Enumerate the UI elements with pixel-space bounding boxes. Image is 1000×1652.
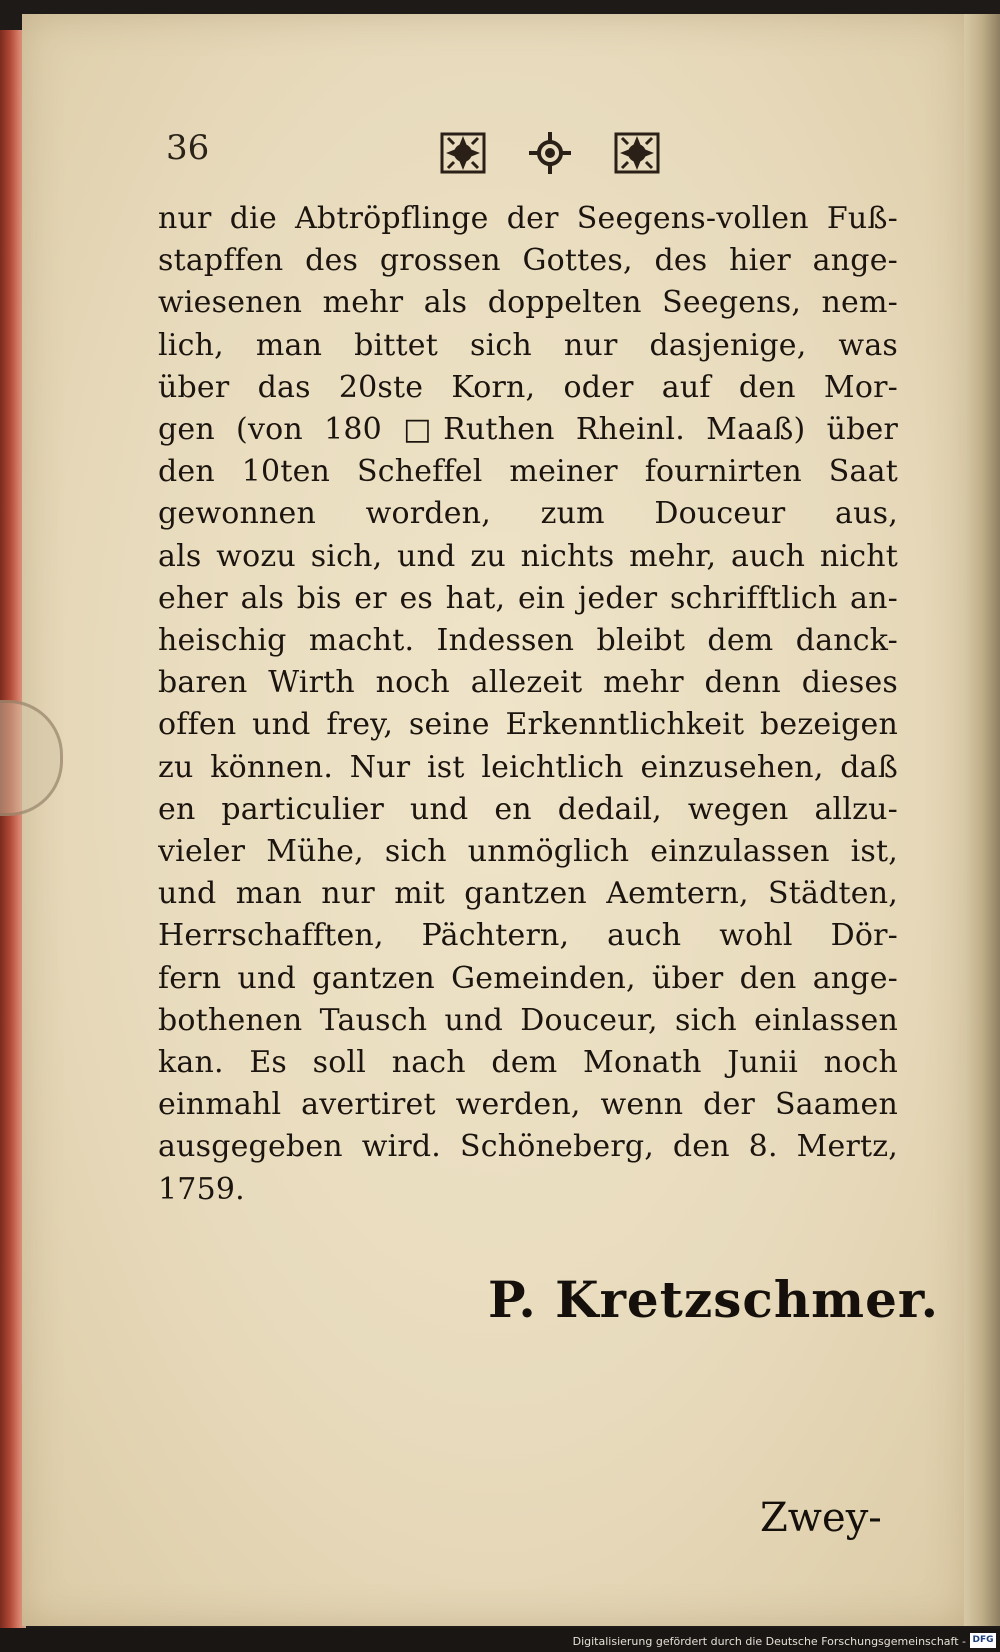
text-line: bothenen Tausch und Douceur, sich einlassen xyxy=(158,1002,898,1038)
ornament-right-icon xyxy=(616,134,658,172)
text-line: kan. Es soll nach dem Monath Junii noch xyxy=(158,1045,898,1081)
text-line: Herrschafften, Pächtern, auch wohl Dör- xyxy=(158,918,898,954)
footer-bar xyxy=(0,1628,1000,1652)
text-line: gen (von 180 □Ruthen Rheinl. Maaß) über xyxy=(158,412,898,448)
text-line: gewonnen worden, zum Douceur aus, xyxy=(158,496,898,532)
dfg-logo-icon: DFG xyxy=(970,1633,996,1648)
text-line: lich, man bittet sich nur dasjenige, was xyxy=(158,327,898,363)
text-line: eher als bis er es hat, ein jeder schrifftlich an- xyxy=(158,580,898,616)
text-line: fern und gantzen Gemeinden, über den ange- xyxy=(158,960,898,996)
text-line: zu können. Nur ist leichtlich einzusehen, daß xyxy=(158,749,898,785)
text-line: und man nur mit gantzen Aemtern, Städten, xyxy=(158,876,898,912)
text-line: vieler Mühe, sich unmöglich einzulassen ist, xyxy=(158,834,898,870)
page-gutter xyxy=(964,14,1000,1626)
text-line: einmahl avertiret werden, wenn der Saamen xyxy=(158,1087,898,1123)
page-number: 36 xyxy=(166,128,210,168)
ornament-left-icon xyxy=(442,134,484,172)
ornament-center-icon xyxy=(529,132,571,174)
text-line: über das 20ste Korn, oder auf den Mor- xyxy=(158,369,898,405)
text-line: stapffen des grossen Gottes, des hier ange- xyxy=(158,243,898,279)
catchword: Zwey- xyxy=(760,1495,882,1541)
footer-credit: Digitalisierung gefördert durch die Deutsche Forschungsgemeinschaft - xyxy=(572,1635,966,1648)
text-line: ausgegeben wird. Schöneberg, den 8. Mertz, xyxy=(158,1129,898,1165)
text-line: baren Wirth noch allezeit mehr denn dieses xyxy=(158,665,898,701)
body-text xyxy=(158,198,898,1211)
text-line: offen und frey, seine Erkenntlichkeit bezeigen xyxy=(158,707,898,743)
signature: P. Kretzschmer. xyxy=(488,1270,940,1329)
text-line: den 10ten Scheffel meiner fournirten Saat xyxy=(158,454,898,490)
text-line: nur die Abtröpflinge der Seegens-vollen Fuß- xyxy=(158,201,898,236)
text-line: wiesenen mehr als doppelten Seegens, nem- xyxy=(158,285,898,321)
printers-ornament xyxy=(440,130,660,176)
text-line: 1759. xyxy=(158,1171,245,1207)
text-line: en particulier und en dedail, wegen allzu- xyxy=(158,791,898,827)
text-line: als wozu sich, und zu nichts mehr, auch nicht xyxy=(158,538,898,574)
text-line: heischig macht. Indessen bleibt dem danck- xyxy=(158,623,898,659)
